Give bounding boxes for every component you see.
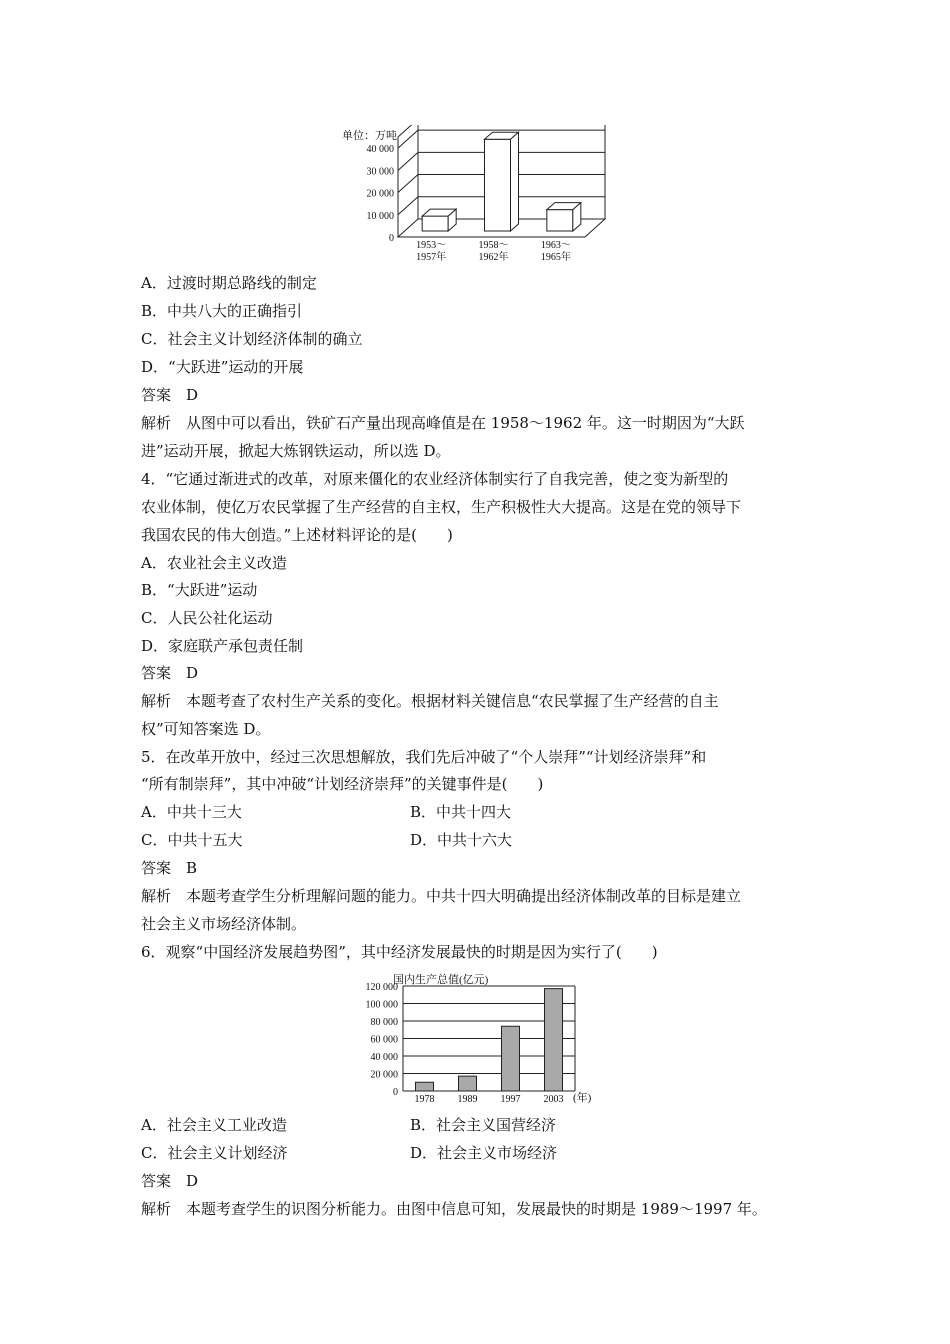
chart2-ytick-label: 20 000 — [370, 1069, 398, 1081]
q4-option-a: A．农业社会主义改造 — [141, 554, 287, 572]
chart1-ytick-label: 0 — [389, 233, 394, 244]
chart2-category-label: 2003 — [543, 1094, 564, 1105]
q4-analysis-line-2: 权”可知答案选 D。 — [141, 720, 271, 738]
chart1-grid-diagonal — [398, 130, 418, 148]
q4-option-c: C．人民公社化运动 — [141, 609, 273, 627]
q4-answer: 答案 D — [141, 664, 199, 682]
chart2-ytick-label: 80 000 — [370, 1017, 398, 1028]
q5-option-c: C．中共十五大 — [141, 831, 243, 849]
q5-option-b: B．中共十四大 — [410, 803, 512, 821]
q6-options-row-2 — [141, 1143, 841, 1163]
q6-option-a: A．社会主义工业改造 — [141, 1116, 287, 1134]
q4-analysis-line-1: 解析 本题考查了农村生产关系的变化。根据材料关键信息“农民掌握了生产经营的自主 — [141, 692, 719, 710]
chart1-bar — [547, 203, 581, 231]
chart1-bar — [422, 209, 456, 231]
chart1-grid-diagonal — [398, 197, 418, 215]
q3-analysis-line-2: 进”运动开展，掀起大炼钢铁运动，所以选 D。 — [141, 442, 451, 460]
chart2-bar — [502, 1026, 520, 1091]
chart1-bar-front — [485, 139, 511, 231]
q4-stem-line-1: 4．“它通过渐进式的改革，对原来僵化的农业经济体制实行了自我完善，使之变为新型的 — [141, 470, 729, 488]
chart1-bar-front — [422, 216, 448, 231]
chart2-bar — [459, 1076, 477, 1091]
q6-option-b: B．社会主义国营经济 — [410, 1116, 557, 1134]
chart1-category-label-line-1: 1963～ — [540, 240, 571, 251]
chart2-ytick-label: 40 000 — [370, 1052, 398, 1063]
chart1-category-label-line-1: 1958～ — [478, 240, 509, 251]
q5-analysis-line-1: 解析 本题考查学生分析理解问题的能力。中共十四大明确提出经济体制改革的目标是建立 — [141, 887, 742, 905]
q3-option-c: C．社会主义计划经济体制的确立 — [141, 330, 363, 348]
chart1-category-label-line-1: 1953～ — [416, 240, 447, 251]
chart2-ytick-label: 0 — [393, 1087, 398, 1098]
chart2-category-label: 1989 — [457, 1094, 478, 1105]
q5-analysis-line-2: 社会主义市场经济体制。 — [141, 915, 307, 933]
chart1-ytick-label: 40 000 — [366, 144, 394, 156]
q4-stem-line-3: 我国农民的伟大创造。”上述材料评论的是( ) — [141, 526, 453, 544]
chart1-ytick-label: 20 000 — [366, 188, 394, 200]
chart1-top-edge — [398, 125, 418, 137]
q5-option-a: A．中共十三大 — [141, 803, 242, 821]
chart2-category-label: 1978 — [414, 1094, 435, 1105]
chart2-x-unit: (年) — [573, 1092, 592, 1104]
q4-option-d: D．家庭联产承包责任制 — [141, 637, 304, 655]
chart1-category-label-line-2: 1965年 — [540, 252, 571, 263]
chart1-ytick-label: 10 000 — [366, 210, 394, 222]
q6-analysis: 解析 本题考查学生的识图分析能力。由图中信息可知，发展最快的时期是 1989～1997 年。 — [141, 1200, 767, 1218]
q5-stem-line-1: 5．在改革开放中，经过三次思想解放，我们先后冲破了“个人崇拜”“计划经济崇拜”和 — [141, 748, 707, 766]
q5-options-row-1 — [141, 802, 841, 822]
chart2-ytick-label: 60 000 — [370, 1034, 398, 1046]
q5-stem-line-2: “所有制崇拜”，其中冲破“计划经济崇拜”的关键事件是( ) — [141, 775, 544, 793]
chart1-grid-diagonal — [398, 175, 418, 193]
chart2-category-label: 1997 — [500, 1094, 521, 1105]
q3-option-b: B．中共八大的正确指引 — [141, 302, 303, 320]
chart1-category-label-line-2: 1957年 — [416, 252, 447, 263]
q3-analysis-line-1: 解析 从图中可以看出，铁矿石产量出现高峰值是在 1958～1962 年。这一时期因为“大跃 — [141, 414, 745, 432]
q5-option-d: D．中共十六大 — [410, 831, 513, 849]
q5-options-row-2 — [141, 830, 841, 850]
q3-option-d: D．“大跃进”运动的开展 — [141, 358, 304, 376]
chart1-grid-diagonal — [398, 152, 418, 170]
chart1-bar-side — [511, 132, 519, 231]
chart1-bar — [485, 132, 519, 231]
q4-option-b: B．“大跃进”运动 — [141, 581, 258, 599]
chart1-ytick-label: 30 000 — [366, 166, 394, 178]
q3-option-a: A．过渡时期总路线的制定 — [141, 274, 317, 292]
chart1-category-label-line-2: 1962年 — [478, 252, 509, 263]
gdp-chart — [345, 970, 605, 1110]
chart2-ytick-label: 100 000 — [365, 999, 398, 1011]
q6-stem: 6．观察“中国经济发展趋势图”，其中经济发展最快的时期是因为实行了( ) — [141, 943, 658, 961]
chart2-ytick-label: 120 000 — [365, 982, 398, 993]
q6-options-row-1 — [141, 1115, 841, 1135]
chart2-bar — [416, 1082, 434, 1091]
chart1-bar-front — [547, 210, 573, 231]
q6-option-c: C．社会主义计划经济 — [141, 1144, 288, 1162]
chart2-bar — [545, 989, 563, 1091]
chart2-title: 国内生产总值(亿元) — [393, 974, 489, 986]
iron-ore-chart — [340, 125, 620, 265]
chart1-unit-label: 单位：万吨 — [342, 130, 397, 142]
q4-stem-line-2: 农业体制，使亿万农民掌握了生产经营的自主权，生产积极性大大提高。这是在党的领导下 — [141, 498, 742, 516]
q6-answer: 答案 D — [141, 1172, 199, 1190]
q6-option-d: D．社会主义市场经济 — [410, 1144, 558, 1162]
q5-answer: 答案 B — [141, 859, 198, 877]
q3-answer: 答案 D — [141, 386, 199, 404]
